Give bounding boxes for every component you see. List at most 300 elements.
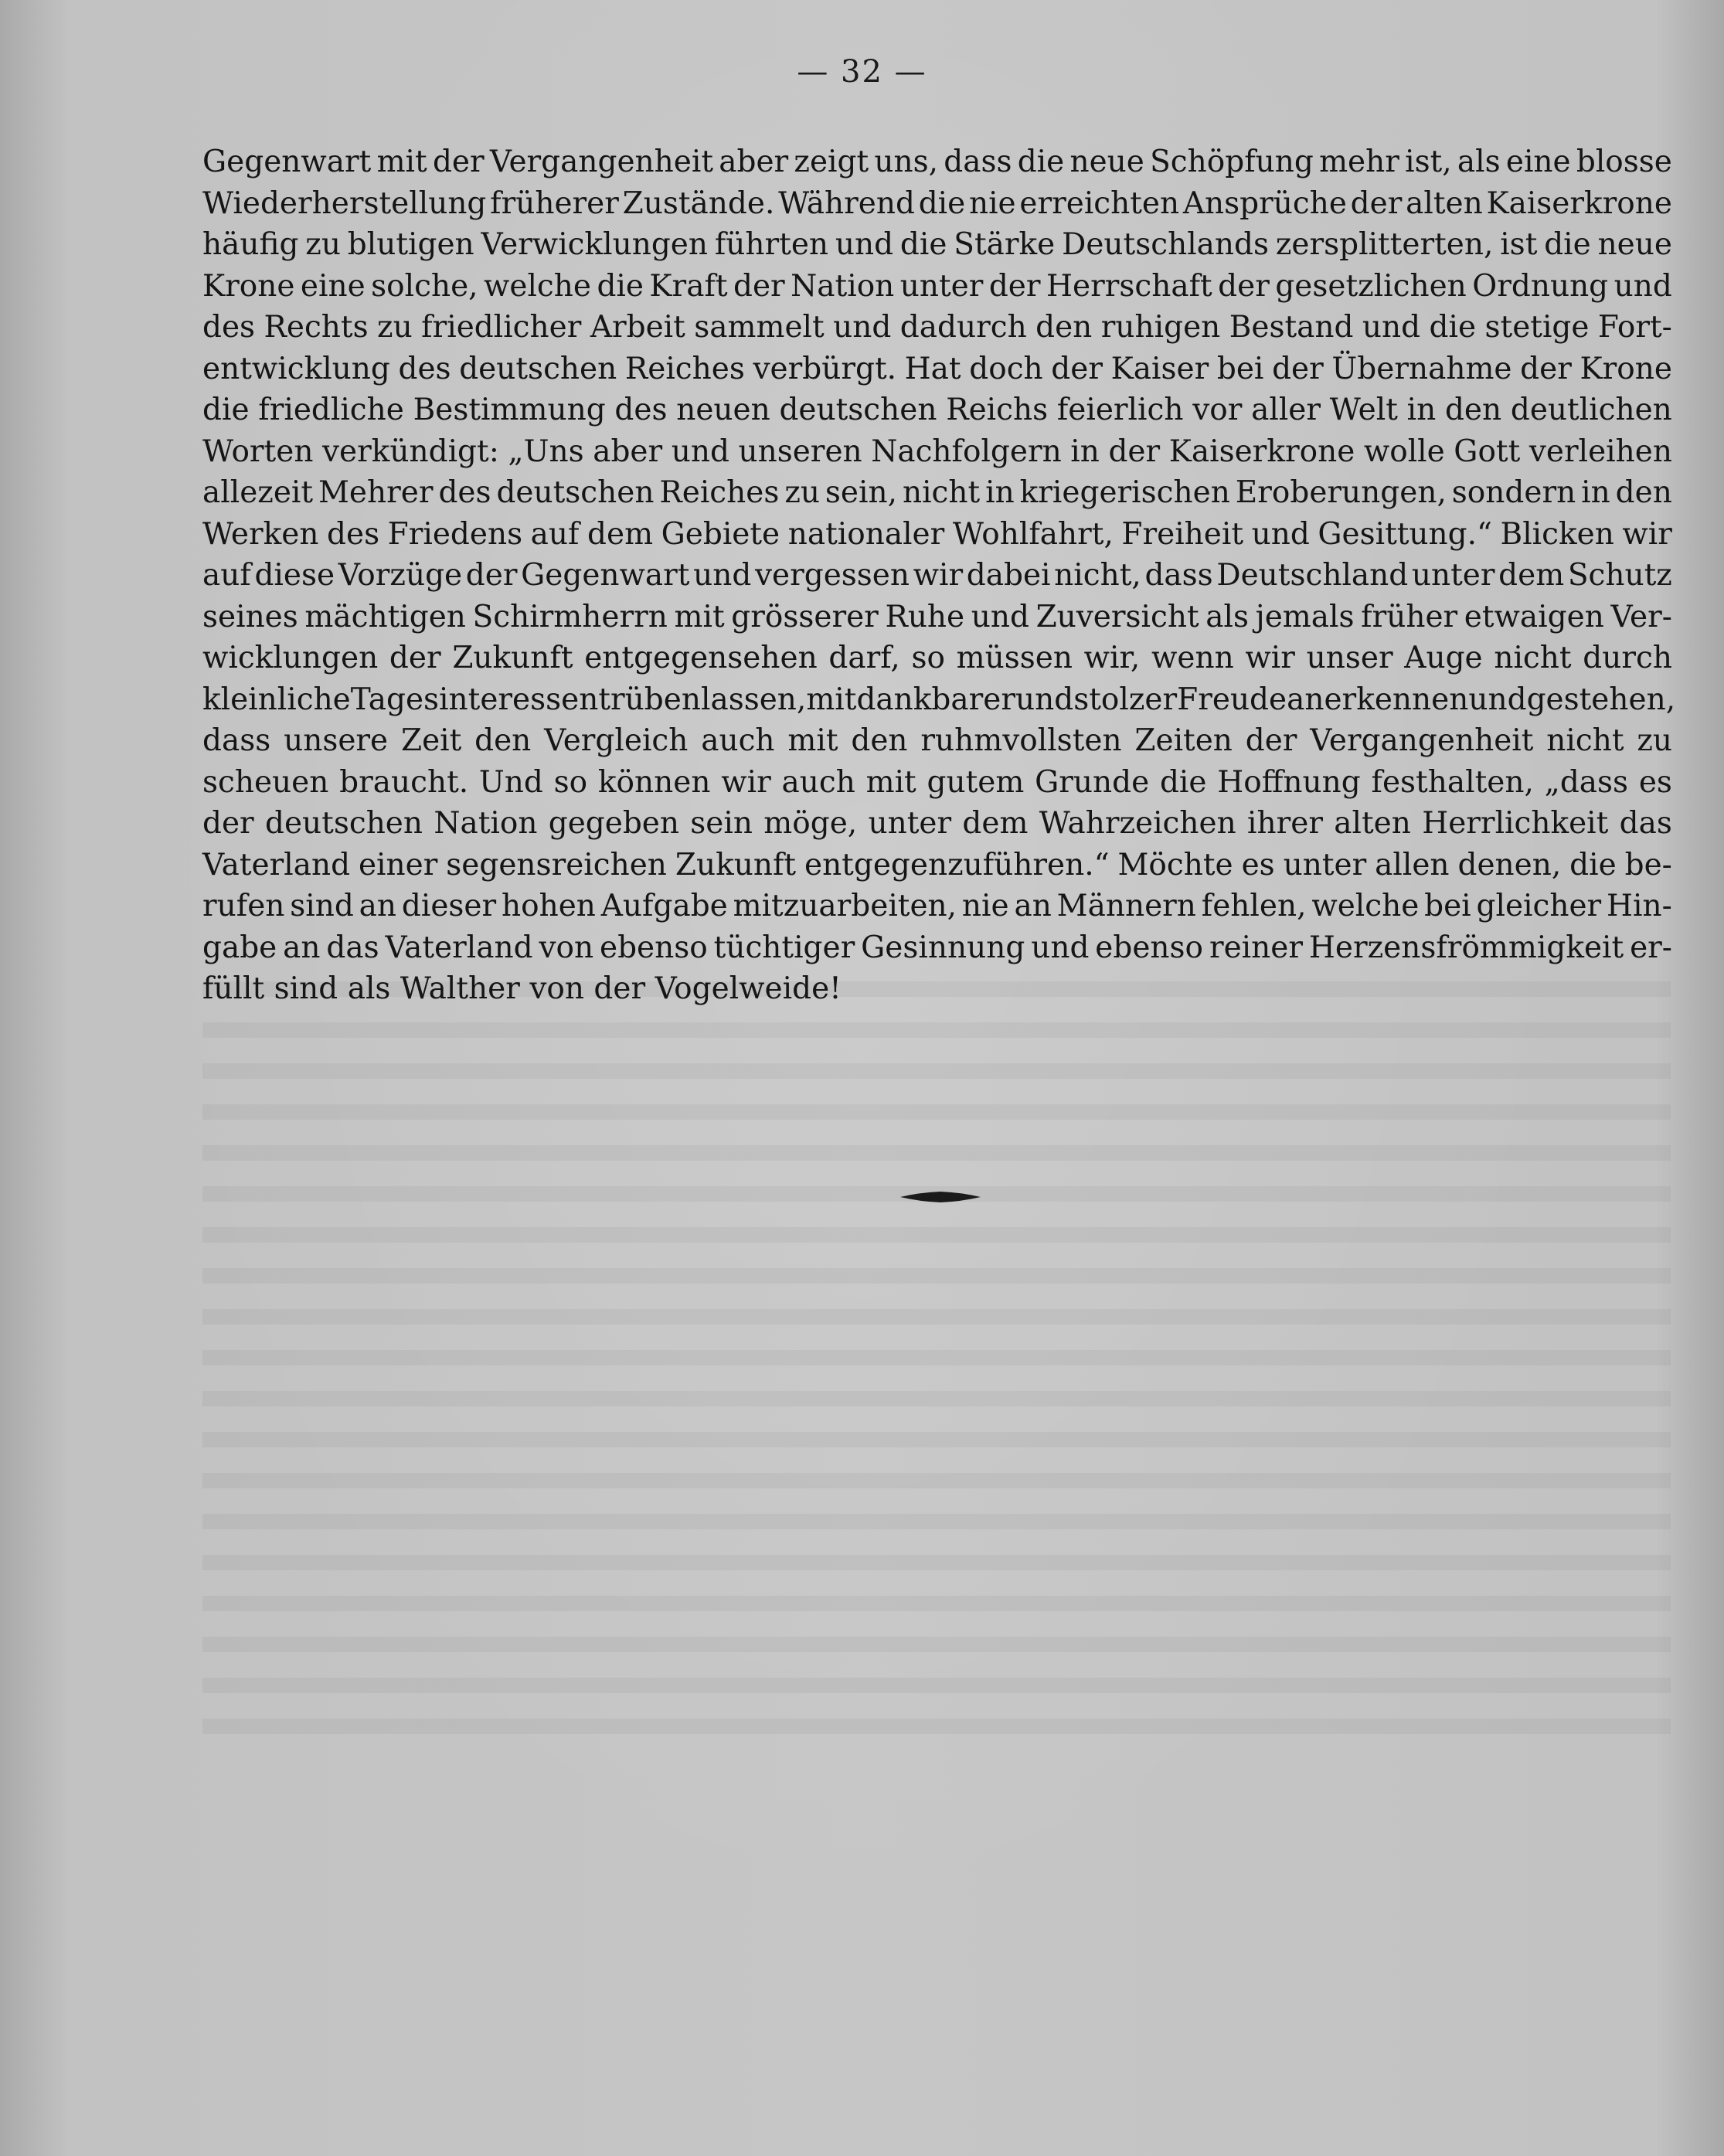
word: Auge — [1404, 641, 1483, 675]
word: sammelt — [694, 310, 825, 345]
word: als — [1457, 145, 1501, 179]
text-line — [202, 803, 1672, 845]
word: die — [1569, 847, 1617, 882]
word: die — [202, 393, 250, 427]
word: der — [593, 971, 646, 1006]
word: können — [597, 764, 711, 800]
word: tüchtiger — [713, 930, 855, 965]
word: einer — [358, 847, 438, 882]
word: unter — [899, 268, 984, 304]
word: Reiches — [659, 475, 780, 510]
word: unter — [868, 806, 952, 841]
word: allezeit — [202, 475, 314, 510]
word: Wohlfahrt, — [952, 516, 1114, 552]
word: Gebiete — [661, 516, 780, 552]
word: unsere — [284, 723, 389, 758]
word: reiner — [1209, 930, 1303, 965]
word: Vergangenheit — [1310, 723, 1534, 758]
word: und — [835, 227, 894, 262]
word: wicklungen — [202, 641, 379, 675]
word: stetige — [1484, 310, 1590, 345]
word: mitzuarbeiten, — [733, 889, 957, 923]
word: allen — [1375, 847, 1450, 882]
text-line — [202, 638, 1672, 679]
word: Schutz — [1567, 558, 1672, 593]
word: ruhigen — [1100, 310, 1221, 345]
word: Zustände. — [622, 185, 775, 221]
word: wir — [1622, 516, 1672, 552]
word: segensreichen — [446, 847, 667, 882]
word: Worten — [202, 434, 314, 469]
body-paragraph — [202, 141, 1676, 1010]
word: sein — [690, 806, 753, 841]
word: welche — [1311, 889, 1420, 923]
word: die — [597, 268, 644, 304]
word: friedliche — [258, 393, 404, 427]
word: neue — [1069, 145, 1144, 179]
word: nicht — [1546, 723, 1624, 758]
word: Kaiser — [1110, 351, 1209, 386]
word: Ver- — [1610, 599, 1672, 634]
word: Ansprüche — [1182, 185, 1347, 221]
word: ebenso — [1095, 930, 1204, 965]
word: Vergleich — [544, 723, 689, 758]
word: Gesinnung — [861, 930, 1025, 965]
word: deutschen — [265, 806, 423, 841]
word: bei — [1216, 351, 1264, 386]
word: eine — [1505, 145, 1571, 179]
word: Mehrer — [318, 475, 434, 510]
text-line — [202, 555, 1672, 597]
word: und — [1031, 930, 1090, 965]
word: die — [1544, 227, 1591, 262]
word: braucht. — [339, 764, 469, 800]
word: aber — [593, 434, 663, 469]
word: Freude — [1177, 682, 1287, 717]
word: blutigen — [347, 227, 474, 262]
word: Gegenwart — [202, 145, 372, 179]
text-line — [202, 389, 1672, 431]
word: sind — [274, 971, 338, 1006]
word: der — [1108, 434, 1161, 469]
word: dadurch — [899, 310, 1027, 345]
word: Welt — [1329, 393, 1398, 427]
word: Reiches — [624, 351, 745, 386]
word: alten — [1334, 806, 1411, 841]
word: „Uns — [508, 434, 584, 469]
word: deutlichen — [1510, 393, 1672, 427]
word: zu — [784, 475, 820, 510]
word: Nation — [791, 268, 895, 304]
text-line — [202, 266, 1672, 308]
word: auch — [701, 723, 775, 758]
word: Friedens — [387, 516, 523, 552]
word: den — [1035, 310, 1093, 345]
word: durch — [1583, 641, 1672, 675]
word: der — [1520, 351, 1572, 386]
word: möge, — [763, 806, 858, 841]
word: häufig — [202, 227, 299, 262]
text-line — [202, 968, 1672, 1010]
word: unseren — [738, 434, 862, 469]
word: in — [985, 475, 1015, 510]
word: Während — [778, 185, 915, 221]
word: anerkennen — [1287, 682, 1469, 717]
word: Vaterland — [385, 930, 533, 965]
word: wolle — [1363, 434, 1445, 469]
word: „dass — [1544, 764, 1629, 800]
word: das — [326, 930, 379, 965]
word: feierlich — [1056, 393, 1184, 427]
word: und — [671, 434, 729, 469]
word: der — [1350, 185, 1403, 221]
word: den — [851, 723, 908, 758]
word: Werken — [202, 516, 319, 552]
word: Tagesinteressen — [350, 682, 599, 717]
word: des — [327, 516, 380, 552]
word: dieser — [401, 889, 497, 923]
word: mit — [787, 723, 838, 758]
word: Ruhe — [885, 599, 965, 634]
word: als — [1205, 599, 1250, 634]
word: und — [833, 310, 892, 345]
word: mächtigen — [304, 599, 466, 634]
word: Zeit — [400, 723, 462, 758]
text-line — [202, 927, 1672, 969]
text-line — [202, 679, 1676, 721]
word: Ordnung — [1472, 268, 1609, 304]
word: dankbarer — [856, 682, 1016, 717]
word: Deutschlands — [1062, 227, 1270, 262]
word: neue — [1597, 227, 1672, 262]
word: die — [1017, 145, 1065, 179]
text-line — [202, 762, 1672, 804]
word: rufen — [202, 889, 285, 923]
word: mit — [376, 145, 427, 179]
word: scheuen — [202, 764, 329, 800]
word: an — [283, 930, 321, 965]
word: Grunde — [1035, 764, 1150, 800]
word: ihrer — [1247, 806, 1323, 841]
word: früherer — [490, 185, 619, 221]
word: in — [1406, 393, 1437, 427]
word: die — [918, 185, 966, 221]
word: den — [474, 723, 532, 758]
text-line — [202, 886, 1672, 927]
word: nie — [961, 889, 1009, 923]
word: zu — [377, 310, 413, 345]
word: an — [359, 889, 397, 923]
word: Männern — [1056, 889, 1196, 923]
word: wir — [913, 558, 964, 593]
word: und — [1362, 310, 1421, 345]
word: führten — [714, 227, 829, 262]
word: kleinliche — [202, 682, 351, 717]
word: zu — [305, 227, 341, 262]
word: des — [202, 310, 256, 345]
word: dem — [587, 516, 654, 552]
word: des — [614, 393, 668, 427]
word: der — [733, 268, 785, 304]
word: früher — [1361, 599, 1458, 634]
word: Übernahme — [1331, 351, 1512, 386]
word: Wiederherstellung — [202, 185, 487, 221]
word: Zeiten — [1134, 723, 1233, 758]
word: stolzer — [1073, 682, 1178, 717]
word: wir — [721, 764, 771, 800]
word: nie — [968, 185, 1016, 221]
word: Hat — [904, 351, 961, 386]
word: gestehen, — [1526, 682, 1676, 717]
word: er- — [1630, 930, 1672, 965]
word: Blicken — [1500, 516, 1614, 552]
word: deutschen — [779, 393, 937, 427]
word: und — [971, 599, 1029, 634]
word: Aufgabe — [600, 889, 728, 923]
word: nicht — [1494, 641, 1572, 675]
word: Schirmherrn — [472, 599, 668, 634]
word: mit — [674, 599, 725, 634]
word: be- — [1624, 847, 1672, 882]
word: müssen — [956, 641, 1073, 675]
text-line — [202, 514, 1672, 556]
word: als — [347, 971, 391, 1006]
word: ist, — [1405, 145, 1452, 179]
word: alten — [1406, 185, 1483, 221]
word: Reichs — [946, 393, 1049, 427]
word: den — [1615, 475, 1672, 510]
word: trüben — [598, 682, 701, 717]
word: dass — [202, 723, 271, 758]
word: welche — [484, 268, 591, 304]
word: das — [1619, 806, 1672, 841]
word: Vergangenheit — [489, 145, 714, 179]
word: Kraft — [649, 268, 728, 304]
word: Eroberungen, — [1235, 475, 1447, 510]
word: Herzensfrömmigkeit — [1308, 930, 1624, 965]
word: der — [988, 268, 1041, 304]
word: Vorzüge — [338, 558, 463, 593]
word: sind — [290, 889, 354, 923]
word: Und — [478, 764, 543, 800]
word: aller — [1251, 393, 1321, 427]
word: zu — [1637, 723, 1672, 758]
word: aber — [719, 145, 789, 179]
word: bei — [1424, 889, 1471, 923]
word: entgegenzuführen.“ — [804, 847, 1110, 882]
text-line — [202, 431, 1672, 473]
word: den — [1444, 393, 1502, 427]
word: auf — [530, 516, 580, 552]
text-line — [202, 141, 1672, 183]
page-number: — 32 — — [797, 54, 927, 90]
word: gesetzlichen — [1275, 268, 1467, 304]
word: entwicklung — [202, 351, 390, 386]
word: doch — [969, 351, 1043, 386]
word: Krone — [202, 268, 295, 304]
word: nationaler — [787, 516, 945, 552]
word: kriegerischen — [1019, 475, 1230, 510]
word: von — [539, 930, 594, 965]
word: der — [465, 558, 518, 593]
word: Rechts — [264, 310, 369, 345]
word: der — [389, 641, 441, 675]
word: gabe — [202, 930, 277, 965]
word: gleicher — [1476, 889, 1602, 923]
word: Zuversicht — [1035, 599, 1199, 634]
word: von — [529, 971, 584, 1006]
word: Bestand — [1229, 310, 1354, 345]
text-line — [202, 224, 1672, 266]
word: Verwicklungen — [481, 227, 709, 262]
word: nicht — [902, 475, 981, 510]
word: mit — [865, 764, 916, 800]
word: verkündigt: — [322, 434, 499, 469]
text-line — [202, 183, 1672, 225]
word: Gott — [1454, 434, 1521, 469]
word: unser — [1306, 641, 1393, 675]
word: Hoffnung — [1217, 764, 1361, 800]
word: Kaiserkrone — [1486, 185, 1672, 221]
word: Nation — [434, 806, 538, 841]
word: wenn — [1151, 641, 1234, 675]
word: jemals — [1255, 599, 1355, 634]
word: füllt — [202, 971, 265, 1006]
word: vergessen — [754, 558, 910, 593]
word: die — [1159, 764, 1207, 800]
word: der — [432, 145, 485, 179]
word: unter — [1411, 558, 1495, 593]
word: entgegensehen — [584, 641, 818, 675]
text-line — [202, 349, 1672, 390]
word: Arbeit — [590, 310, 685, 345]
word: Stärke — [954, 227, 1056, 262]
word: zersplitterten, — [1275, 227, 1494, 262]
word: Kaiserkrone — [1168, 434, 1355, 469]
word: es — [1638, 764, 1672, 800]
word: in — [1581, 475, 1610, 510]
word: Herrschaft — [1046, 268, 1212, 304]
word: des — [438, 475, 491, 510]
word: auch — [781, 764, 855, 800]
word: dem — [1498, 558, 1565, 593]
word: Gegenwart — [521, 558, 690, 593]
word: und — [1468, 682, 1527, 717]
word: und — [1015, 682, 1074, 717]
word: Wahrzeichen — [1039, 806, 1236, 841]
word: auf — [202, 558, 251, 593]
word: und — [1613, 268, 1672, 304]
word: und — [693, 558, 752, 593]
word: grösserer — [731, 599, 879, 634]
text-line — [202, 845, 1672, 886]
word: es — [1241, 847, 1275, 882]
word: dass — [1144, 558, 1213, 593]
word: der — [1218, 268, 1270, 304]
word: verbürgt. — [753, 351, 897, 386]
ornament-divider-icon — [900, 1190, 981, 1204]
word: Zukunft — [452, 641, 573, 675]
word: Gesittung.“ — [1318, 516, 1492, 552]
word: so — [911, 641, 945, 675]
word: Nachfolgern — [871, 434, 1062, 469]
word: neuen — [676, 393, 770, 427]
word: Freiheit — [1121, 516, 1244, 552]
word: wir — [1245, 641, 1295, 675]
word: die — [1429, 310, 1477, 345]
word: Herrlichkeit — [1422, 806, 1609, 841]
word: Bestimmung — [413, 393, 606, 427]
text-line — [202, 307, 1672, 349]
word: lassen, — [700, 682, 807, 717]
word: erreichten — [1019, 185, 1180, 221]
word: in — [1070, 434, 1100, 469]
word: deutschen — [496, 475, 655, 510]
word: der — [202, 806, 254, 841]
word: der — [1272, 351, 1324, 386]
word: Möchte — [1117, 847, 1233, 882]
text-line — [202, 597, 1672, 638]
word: Vogelweide! — [655, 971, 842, 1006]
show-through-text — [202, 981, 1671, 1754]
word: Vaterland — [202, 847, 351, 882]
word: die — [899, 227, 947, 262]
word: ebenso — [600, 930, 708, 965]
word: mit — [806, 682, 857, 717]
word: Schöpfung — [1150, 145, 1314, 179]
word: unter — [1283, 847, 1367, 882]
word: gutem — [927, 764, 1025, 800]
word: denen, — [1457, 847, 1562, 882]
word: darf, — [828, 641, 900, 675]
word: dass — [944, 145, 1012, 179]
word: solche, — [371, 268, 478, 304]
word: Krone — [1579, 351, 1672, 386]
word: festhalten, — [1371, 764, 1534, 800]
word: an — [1014, 889, 1052, 923]
word: diese — [254, 558, 335, 593]
word: verleihen — [1528, 434, 1672, 469]
word: uns, — [874, 145, 939, 179]
word: hohen — [502, 889, 596, 923]
word: gegeben — [548, 806, 679, 841]
word: Zukunft — [675, 847, 797, 882]
word: sein, — [825, 475, 898, 510]
word: Deutschland — [1216, 558, 1409, 593]
text-line — [202, 720, 1672, 762]
word: friedlicher — [421, 310, 582, 345]
word: zeigt — [794, 145, 869, 179]
word: deutschen — [459, 351, 617, 386]
word: dabei — [966, 558, 1051, 593]
word: des — [398, 351, 451, 386]
word: wir, — [1083, 641, 1141, 675]
word: so — [553, 764, 588, 800]
word: der — [1051, 351, 1103, 386]
text-line — [202, 472, 1672, 514]
word: Walther — [400, 971, 520, 1006]
word: fehlen, — [1201, 889, 1307, 923]
word: eine — [300, 268, 366, 304]
word: ruhmvollsten — [920, 723, 1122, 758]
word: Fort- — [1597, 310, 1672, 345]
word: Hin- — [1607, 889, 1672, 923]
word: nicht, — [1054, 558, 1141, 593]
word: der — [1245, 723, 1297, 758]
word: und — [1251, 516, 1310, 552]
word: mehr — [1319, 145, 1399, 179]
word: dem — [962, 806, 1029, 841]
